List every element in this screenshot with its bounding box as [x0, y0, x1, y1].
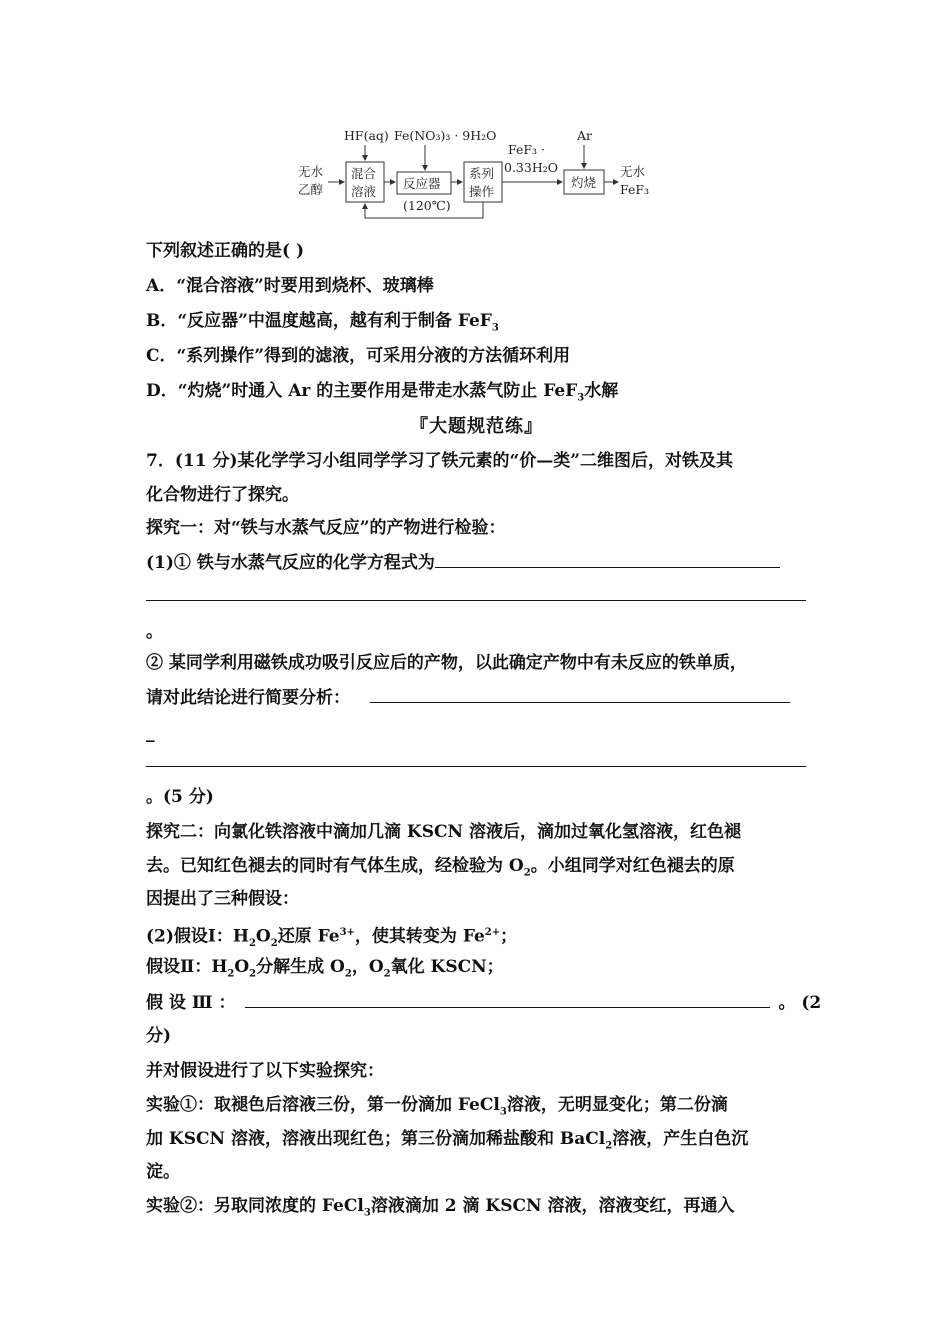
q6-option-d: D．“灼烧”时通入 Ar 的主要作用是带走水蒸气防止 FeF$_3$水解: [146, 381, 619, 404]
q7-line-11: 去。已知红色褪去的同时有气体生成，经检验为 $O_2$。小组同学对红色褪去的原: [146, 856, 735, 879]
output-label-2: FeF₃: [620, 182, 650, 197]
reactor-temp-label: (120℃): [403, 198, 451, 213]
intermediate-label-1: FeF₃ ·: [508, 142, 546, 157]
q7-line-8: _: [146, 723, 155, 743]
output-label-1: 无水: [620, 164, 646, 179]
q7-line-1: 7．(11 分)某化学学习小组同学学习了铁元素的“价—类”二维图后，对铁及其: [146, 451, 734, 471]
process-flow-diagram: [290, 120, 660, 230]
box-reactor-label: 反应器: [403, 176, 441, 191]
box-burn-label: 灼烧: [571, 175, 597, 190]
input-fe-nitrate-label: Fe(NO₃)₃ · 9H₂O: [394, 128, 497, 143]
q7-line-13: (2)假设Ⅰ：$H_2O_2$还原 $Fe^{3+}$，使其转变为 $Fe^{2+}$；: [146, 926, 518, 950]
q6-option-a: A．“混合溶液”时要用到烧杯、玻璃棒: [146, 276, 434, 296]
q7-line-12: 因提出了三种假设：: [146, 889, 299, 909]
section-banner: 『大题规范练』: [410, 416, 543, 437]
q7-line-21: 实验②：另取同浓度的 FeCl$_3$溶液滴加 2 滴 KSCN 溶液，溶液变红，再通入: [146, 1196, 735, 1219]
q7-line-3: 探究一：对“铁与水蒸气反应”的产物进行检验：: [146, 518, 506, 538]
intermediate-label-2: 0.33H₂O: [504, 160, 558, 175]
input-hf-label: HF(aq): [344, 128, 389, 143]
answer-blank[interactable]: [245, 991, 770, 1008]
q7-line-14: 假设Ⅱ：$H_2O_2$分解生成 $O_2$，$O_2$氧化 KSCN；: [146, 957, 504, 980]
box-series-label-1: 系列: [469, 166, 495, 181]
q7-line-9: 。(5 分): [146, 787, 214, 807]
answer-rule[interactable]: [146, 766, 806, 767]
q7-line-5: 。: [146, 622, 163, 642]
q6-option-b: B．“反应器”中温度越高，越有利于制备 FeF$_3$: [146, 311, 499, 334]
q7-line-2: 化合物进行了探究。: [146, 485, 299, 505]
q7-line-6: ② 某同学利用磁铁成功吸引反应后的产物，以此确定产物中有未反应的铁单质，: [146, 653, 747, 673]
q7-line-19: 加 KSCN 溶液，溶液出现红色；第三份滴加稀盐酸和 BaCl$_2$溶液，产生白色沉: [146, 1129, 749, 1152]
q6-stem: 下列叙述正确的是( ): [146, 241, 305, 261]
q7-line-20: 淀。: [146, 1162, 180, 1182]
q7-line-15: 假 设 Ⅲ ： 。 (2: [146, 993, 822, 1013]
q7-line-4: (1)① 铁与水蒸气反应的化学方程式为: [146, 551, 780, 574]
q7-line-7: 请对此结论进行简要分析：: [146, 686, 790, 709]
ethanol-label-1: 无水: [298, 164, 324, 179]
answer-rule[interactable]: [146, 600, 806, 601]
box-mix-label-1: 混合: [351, 166, 377, 181]
q7-line-16: 分): [146, 1026, 172, 1046]
box-mix-label-2: 溶液: [351, 184, 377, 199]
box-series-label-2: 操作: [469, 184, 495, 199]
q6-option-c: C．“系列操作”得到的滤液，可采用分液的方法循环利用: [146, 346, 571, 366]
ethanol-label-2: 乙醇: [298, 182, 324, 197]
q7-line-10: 探究二：向氯化铁溶液中滴加几滴 KSCN 溶液后，滴加过氧化氢溶液，红色褪: [146, 822, 741, 842]
q7-line-18: 实验①：取褪色后溶液三份，第一份滴加 FeCl$_3$溶液，无明显变化；第二份滴: [146, 1095, 728, 1118]
answer-blank[interactable]: [370, 686, 790, 703]
answer-blank[interactable]: [435, 551, 780, 568]
q7-line-17: 并对假设进行了以下实验探究：: [146, 1061, 384, 1081]
input-ar-label: Ar: [577, 128, 593, 143]
